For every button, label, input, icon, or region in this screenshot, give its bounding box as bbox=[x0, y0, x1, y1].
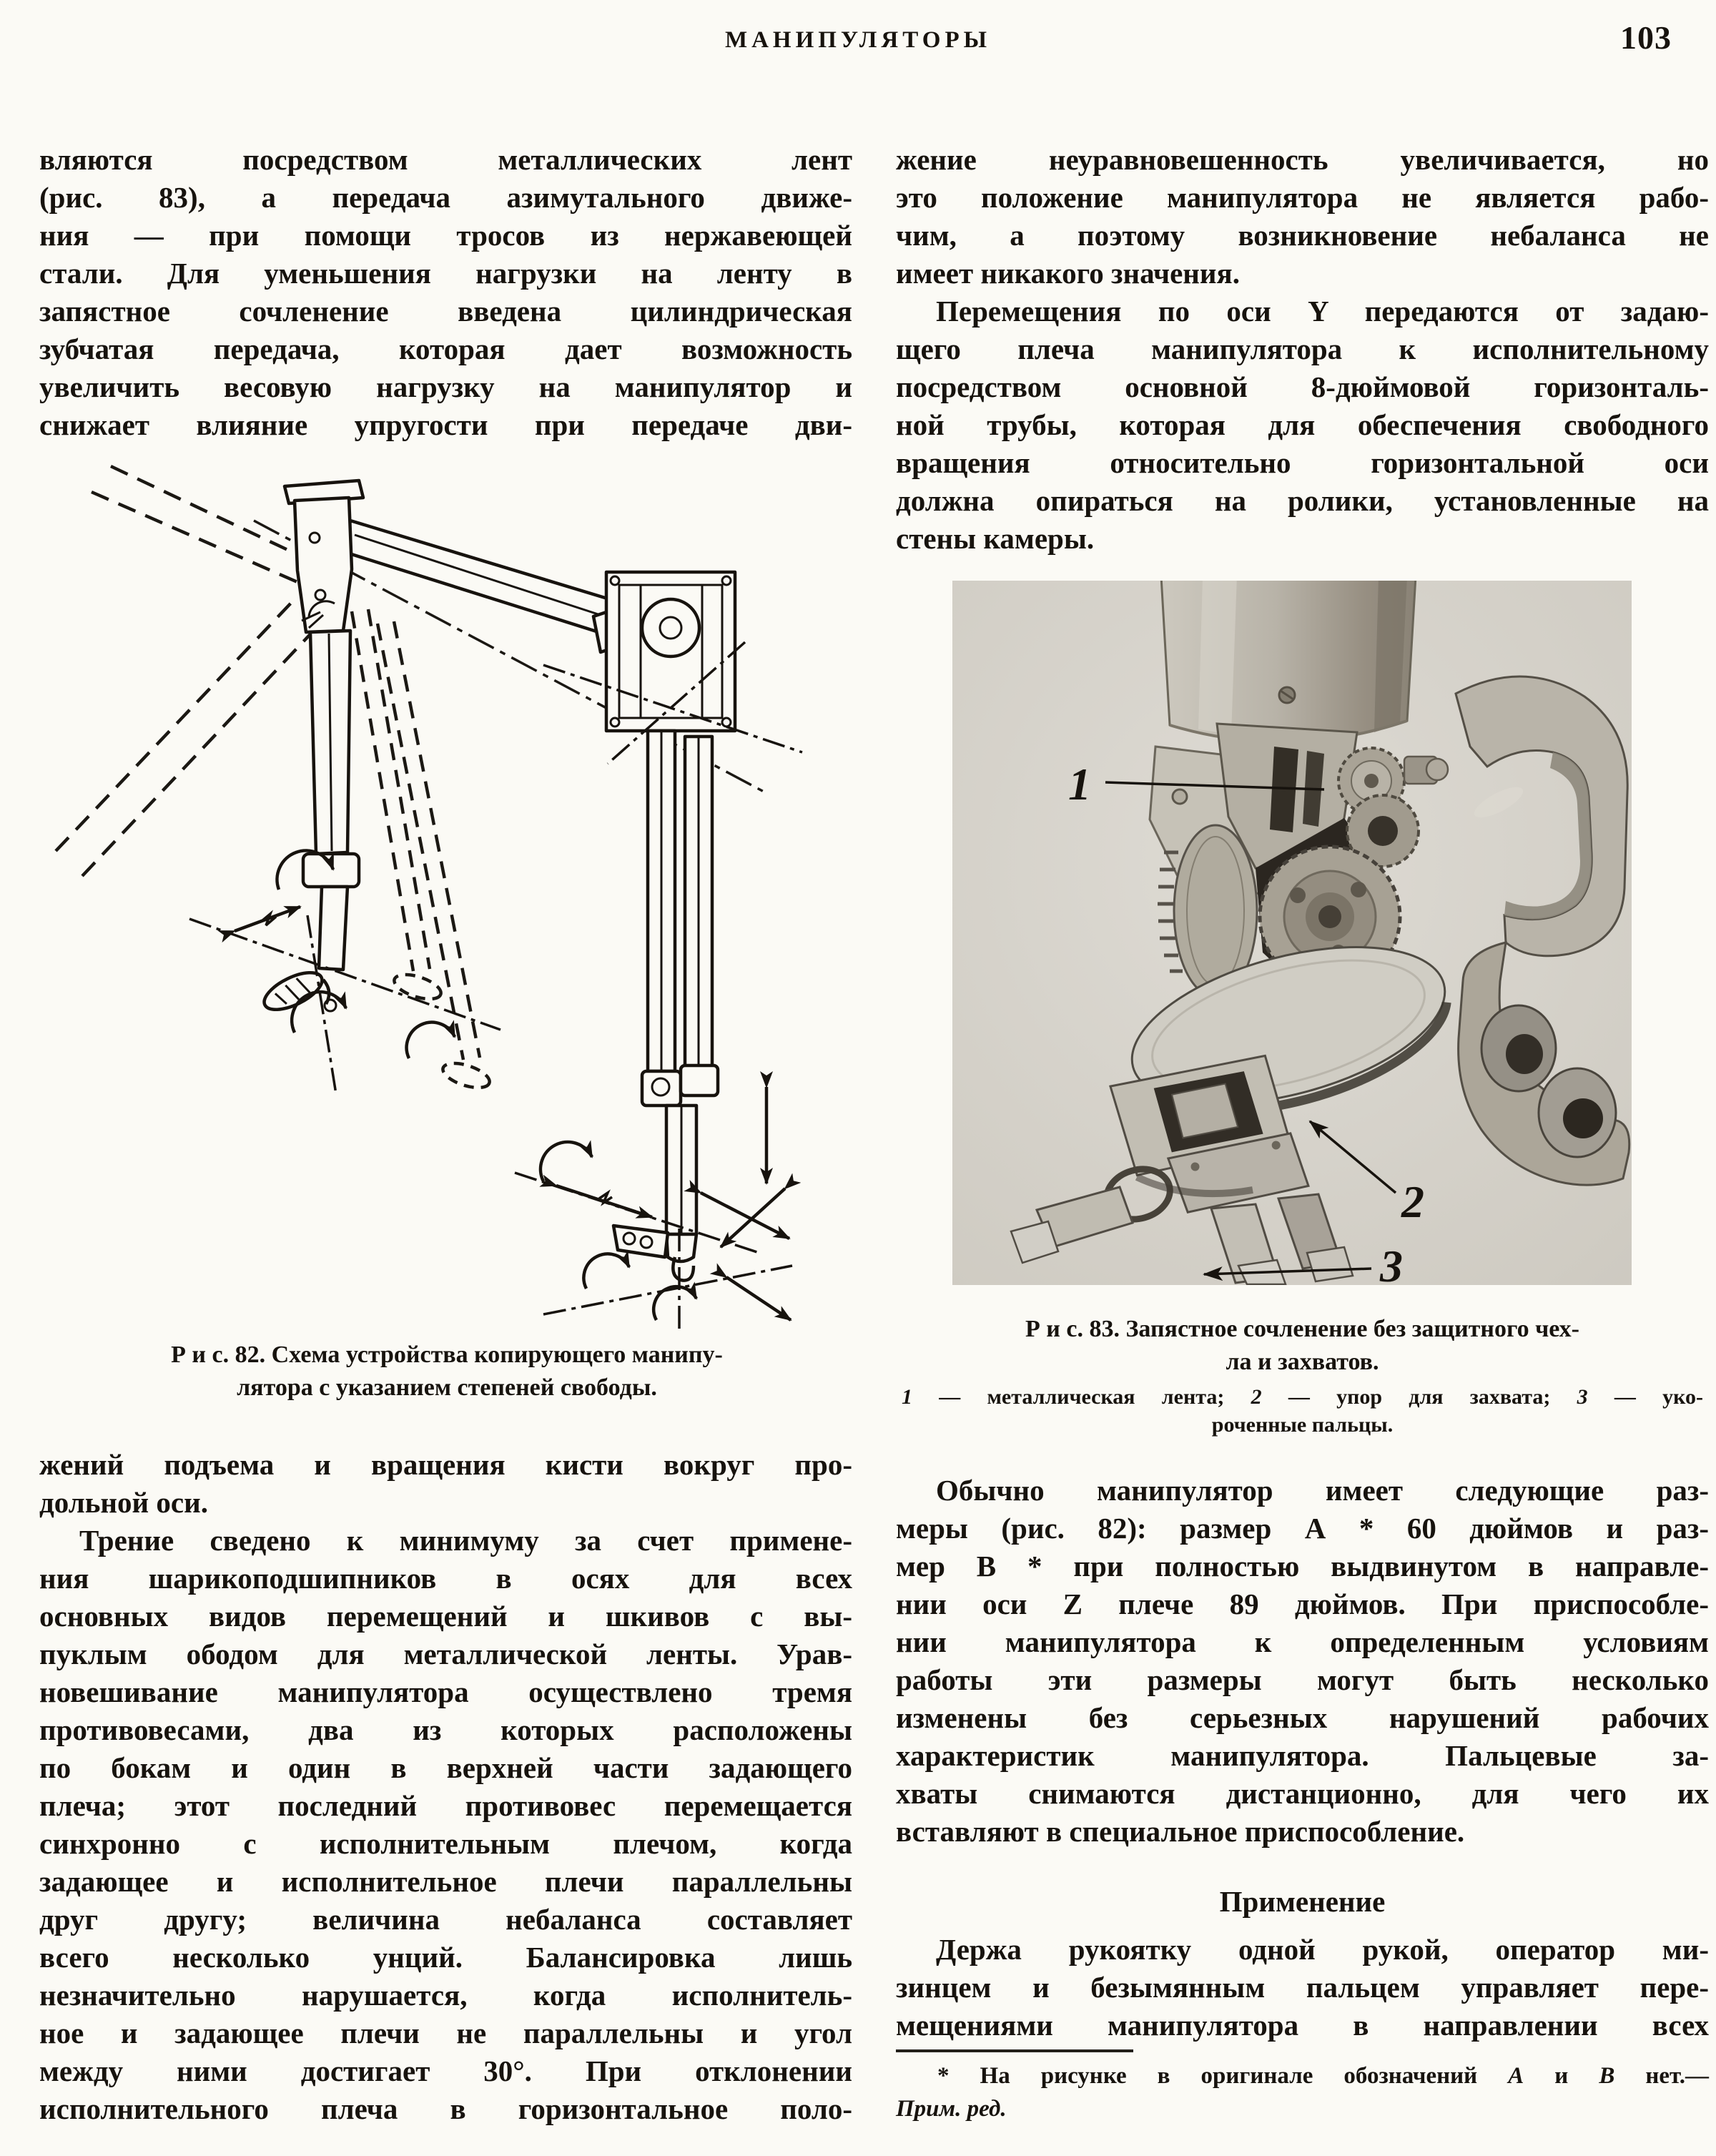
figure-83-legend-line2: роченные пальцы. bbox=[1211, 1413, 1394, 1437]
text-line: посредством основной 8-дюймовой горизонталь- bbox=[896, 370, 1709, 403]
text-line: зубчатая передача, которая дает возможность bbox=[39, 333, 852, 365]
text-line: Трение сведено к минимуму за счет примене- bbox=[79, 1524, 852, 1557]
master-arm bbox=[259, 631, 359, 1017]
right-column-paragraph-top bbox=[896, 141, 1709, 558]
figure-82-schematic-drawing bbox=[43, 429, 854, 1330]
footnote-line1 bbox=[896, 2059, 1709, 2092]
text-line: снижает влияние упругости при передаче дви- bbox=[39, 408, 852, 441]
text-line: изменены без серьезных нарушений рабочих bbox=[896, 1701, 1709, 1734]
figure-82-caption-line2: лятора с указанием степеней свободы. bbox=[237, 1374, 657, 1401]
text-line: жение неуравновешенность увеличивается, но bbox=[896, 143, 1709, 176]
editor-footnote bbox=[896, 2059, 1709, 2125]
photo-label-2: 2 bbox=[1401, 1176, 1424, 1227]
text-segment: А bbox=[1508, 2063, 1524, 2089]
right-column-paragraph-bottom bbox=[896, 1931, 1709, 2044]
figure-83-caption-line2: ла и захватов. bbox=[1226, 1349, 1379, 1375]
text-line: Обычно манипулятор имеет следующие раз- bbox=[936, 1474, 1709, 1507]
text-line: Держа рукоятку одной рукой, оператор ми- bbox=[936, 1933, 1709, 1966]
upper-arm-cylinder bbox=[1161, 581, 1416, 742]
text-line: жений подъема и вращения кисти вокруг про- bbox=[39, 1448, 852, 1481]
text-segment: * На рисунке в оригинале обозначений bbox=[937, 2063, 1509, 2089]
figure-82-caption bbox=[86, 1339, 808, 1404]
slave-arm bbox=[613, 731, 718, 1281]
text-line: новешивание манипулятора осуществлено тремя bbox=[39, 1675, 852, 1708]
text-line: стены камеры. bbox=[896, 522, 1095, 555]
text-segment: 1 bbox=[902, 1385, 912, 1409]
figure-82 bbox=[43, 429, 854, 1330]
text-line: ния шарикоподшипников в осях для всех bbox=[39, 1562, 852, 1595]
text-line: ное и задающее плечи не параллельны и угол bbox=[39, 2017, 852, 2049]
photo-label-3: 3 bbox=[1380, 1241, 1403, 1285]
left-column-paragraph-top bbox=[39, 141, 852, 444]
text-line: характеристик манипулятора. Пальцевые за- bbox=[896, 1739, 1709, 1772]
page-number: 103 bbox=[1620, 19, 1672, 56]
footnote-rule bbox=[896, 2049, 1133, 2052]
figure-82-caption-line1: Р и с. 82. Схема устройства копирующего манипу- bbox=[171, 1342, 723, 1368]
figure-83-legend-line1 bbox=[896, 1383, 1709, 1411]
text-line: по бокам и один в верхней части задающего bbox=[39, 1751, 852, 1784]
text-segment: — металлическая лента; bbox=[912, 1385, 1251, 1409]
text-segment: нет.— bbox=[1614, 2063, 1710, 2089]
running-head-title: МАНИПУЛЯТОРЫ bbox=[724, 27, 992, 53]
text-line: чим, а поэтому возникновение небаланса не bbox=[896, 219, 1709, 252]
text-segment: и bbox=[1524, 2063, 1599, 2089]
text-line: работы эти размеры могут быть несколько bbox=[896, 1663, 1709, 1696]
text-line: синхронно с исполнительным плечом, когда bbox=[39, 1827, 852, 1860]
text-segment: В bbox=[1599, 2063, 1615, 2089]
text-line: дольной оси. bbox=[39, 1486, 208, 1519]
text-line: запястное сочленение введена цилиндрическая bbox=[39, 295, 852, 328]
text-line: должна опираться на ролики, установленные на bbox=[896, 484, 1709, 517]
text-line: имеет никакого значения. bbox=[896, 257, 1240, 290]
text-segment: — упор для захвата; bbox=[1261, 1385, 1577, 1409]
figure-83-legend bbox=[896, 1383, 1709, 1439]
text-line: меры (рис. 82): размер А * 60 дюймов и раз- bbox=[896, 1512, 1709, 1545]
text-line: нии оси Z плече 89 дюймов. При приспособле- bbox=[896, 1588, 1709, 1620]
text-line: между ними достигает 30°. При отклонении bbox=[39, 2054, 852, 2087]
text-line: зинцем и безымянным пальцем управляет пере- bbox=[896, 1971, 1709, 2004]
text-line: ной трубы, которая для обеспечения свободного bbox=[896, 408, 1709, 441]
figure-83-caption-line1: Р и с. 83. Запястное сочленение без защитного чех- bbox=[1025, 1316, 1579, 1342]
text-line: стали. Для уменьшения нагрузки на ленту в bbox=[39, 257, 852, 290]
text-line: ния — при помощи тросов из нержавеющей bbox=[39, 219, 852, 252]
figure-83-wrist-photo bbox=[952, 581, 1632, 1285]
text-line: друг другу; величина небаланса составляет bbox=[39, 1903, 852, 1936]
text-line: незначительно нарушается, когда исполнитель- bbox=[39, 1979, 852, 2012]
text-line: задающее и исполнительное плечи параллельны bbox=[39, 1865, 852, 1898]
text-line: вставляют в специальное приспособление. bbox=[896, 1815, 1465, 1848]
text-line: Перемещения по оси Y передаются от задаю- bbox=[936, 295, 1709, 328]
text-segment: 3 bbox=[1577, 1385, 1588, 1409]
text-line: хваты снимаются дистанционно, для чего их bbox=[896, 1777, 1709, 1810]
text-segment: 2 bbox=[1251, 1385, 1262, 1409]
text-line: мер В * при полностью выдвинутом в направле- bbox=[896, 1550, 1709, 1582]
text-line: (рис. 83), а передача азимутального движе- bbox=[39, 181, 852, 214]
text-segment: — уко- bbox=[1587, 1385, 1703, 1409]
text-line: основных видов перемещений и шкивов с вы- bbox=[39, 1600, 852, 1633]
footnote-line2: Прим. ред. bbox=[896, 2096, 1007, 2122]
text-line: исполнительного плеча в горизонтальное поло- bbox=[39, 2092, 852, 2125]
text-line: нии манипулятора к определенным условиям bbox=[896, 1625, 1709, 1658]
text-line: щего плеча манипулятора к исполнительному bbox=[896, 333, 1709, 365]
text-line: мещениями манипулятора в направлении всех bbox=[896, 2009, 1709, 2042]
text-line: вляются посредством металлических лент bbox=[39, 143, 852, 176]
photo-label-1: 1 bbox=[1068, 759, 1091, 809]
text-line: это положение манипулятора не является рабо- bbox=[896, 181, 1709, 214]
left-column-paragraph-bottom bbox=[39, 1446, 852, 2128]
figure-83-caption bbox=[896, 1313, 1709, 1379]
master-pivot-bracket bbox=[285, 481, 363, 632]
section-heading: Применение bbox=[1219, 1885, 1386, 1918]
boom bbox=[345, 521, 619, 635]
text-line: пуклым ободом для металлической ленты. Урав- bbox=[39, 1638, 852, 1670]
text-line: плеча; этот последний противовес перемещается bbox=[39, 1789, 852, 1822]
right-column-paragraph-middle bbox=[896, 1472, 1709, 1851]
manipulator-structure bbox=[259, 481, 735, 1281]
text-line: увеличить весовую нагрузку на манипулятор и bbox=[39, 370, 852, 403]
text-line: вращения относительно горизонтальной оси bbox=[896, 446, 1709, 479]
figure-83 bbox=[952, 581, 1632, 1285]
text-line: противовесами, два из которых расположены bbox=[39, 1713, 852, 1746]
text-line: всего несколько унций. Балансировка лишь bbox=[39, 1941, 852, 1974]
